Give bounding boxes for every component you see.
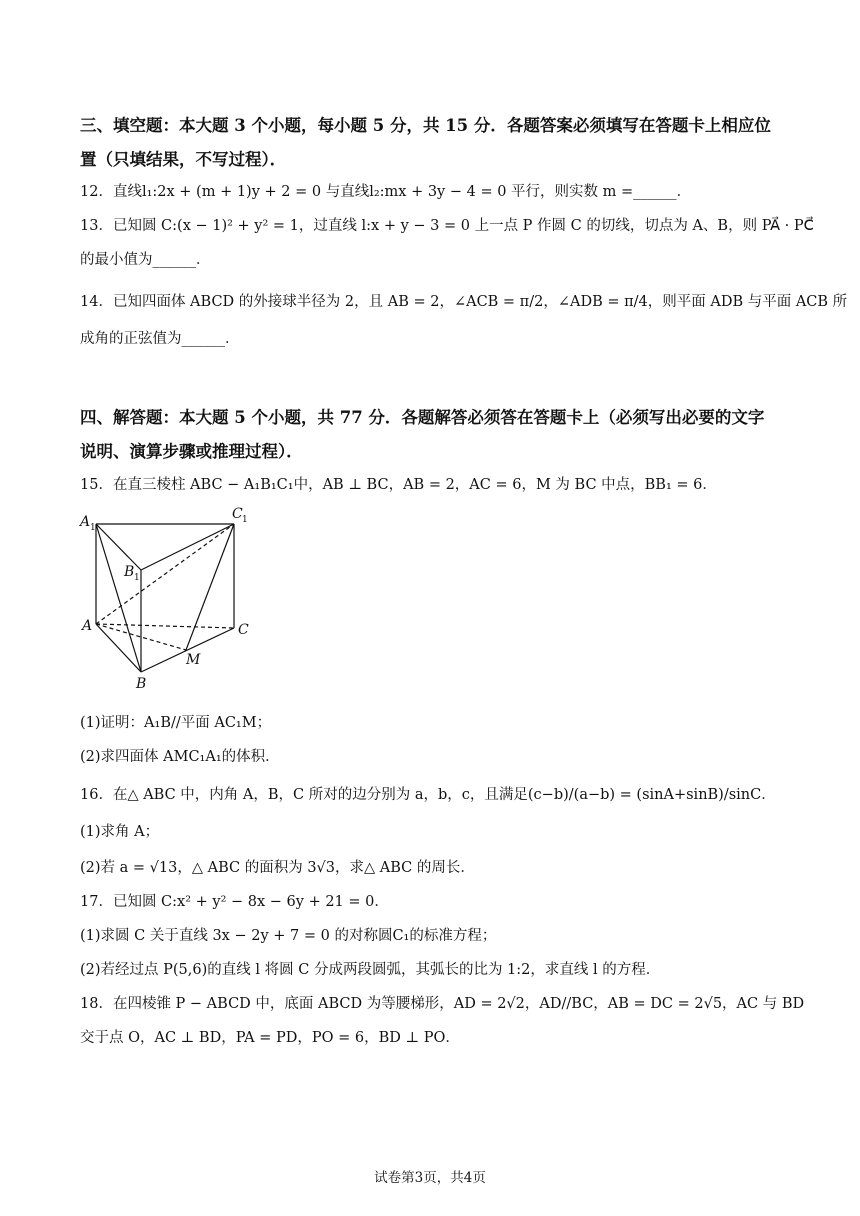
label-A1-sub: 1 [90,523,96,533]
label-A1: A [80,514,91,530]
label-C1: C [232,506,243,522]
section4-heading-line2: 说明、演算步骤或推理过程）． [80,442,303,461]
question-14-line2: 成角的正弦值为______． [80,331,240,347]
section3-heading-line2: 置（只填结果，不写过程）． [80,150,287,169]
prism-diagram [78,504,258,694]
question-17-stem: 17．已知圆 C:x² + y² − 8x − 6y + 21 = 0． [80,894,389,910]
label-C1-sub: 1 [242,515,248,525]
question-16-stem: 16．在△ ABC 中，内角 A，B，C 所对的边分别为 a，b，c，且满足(c−b)/(a−b) = (sinA+sinB)/sinC． [80,787,776,803]
question-13-line2: 的最小值为______． [80,252,211,268]
question-17-part2: (2)若经过点 P(5,6)的直线 l 将圆 C 分成两段圆弧，其弧长的比为 1:2，求直线 l 的方程． [80,962,661,978]
question-18-line2: 交于点 O，AC ⊥ BD，PA = PD，PO = 6，BD ⊥ PO． [80,1030,460,1046]
question-16-part1: (1)求角 A； [80,824,160,840]
edge-B1C1 [141,524,234,570]
question-12: 12．直线l₁:2x + (m + 1)y + 2 = 0 与直线l₂:mx + 3y − 4 = 0 平行，则实数 m =______． [80,184,692,200]
question-15-stem: 15．在直三棱柱 ABC − A₁B₁C₁中，AB ⊥ BC，AB = 2，AC = 6，M 为 BC 中点，BB₁ = 6． [80,477,717,493]
question-15-part1: (1)证明：A₁B//平面 AC₁M； [80,715,272,731]
label-B1-sub: 1 [134,573,140,583]
edge-AC1 [96,524,234,624]
label-B: B [136,676,147,692]
label-C: C [238,622,249,638]
question-17-part1: (1)求圆 C 关于直线 3x − 2y + 7 = 0 的对称圆C₁的标准方程； [80,928,497,944]
section4-heading-line1: 四、解答题：本大题 5 个小题，共 77 分．各题解答必须答在答题卡上（必须写出必要的文字 [80,408,765,427]
section3-heading-line1: 三、填空题：本大题 3 个小题，每小题 5 分，共 15 分．各题答案必须填写在答题卡上相应位 [80,116,771,135]
question-14-line1: 14．已知四面体 ABCD 的外接球半径为 2，且 AB = 2，∠ACB = π/2，∠ADB = π/4，则平面 ADB 与平面 ACB 所 [80,294,848,310]
question-15-part2: (2)求四面体 AMC₁A₁的体积． [80,749,280,765]
edge-AC [96,624,234,628]
label-M: M [186,652,201,668]
question-16-part2: (2)若 a = √13，△ ABC 的面积为 3√3，求△ ABC 的周长． [80,860,475,876]
label-B1: B [124,564,135,580]
prism-figure [78,504,258,694]
question-18-line1: 18．在四棱锥 P − ABCD 中，底面 ABCD 为等腰梯形，AD = 2√2，AD//BC，AB = DC = 2√5，AC 与 BD [80,996,805,1012]
question-13-line1: 13．已知圆 C:(x − 1)² + y² = 1，过直线 l:x + y − 3 = 0 上一点 P 作圆 C 的切线，切点为 A、B，则 PA⃗ · PC⃗ [80,218,814,234]
page-footer: 试卷第3页，共4页 [374,1170,486,1186]
label-A: A [82,618,93,634]
